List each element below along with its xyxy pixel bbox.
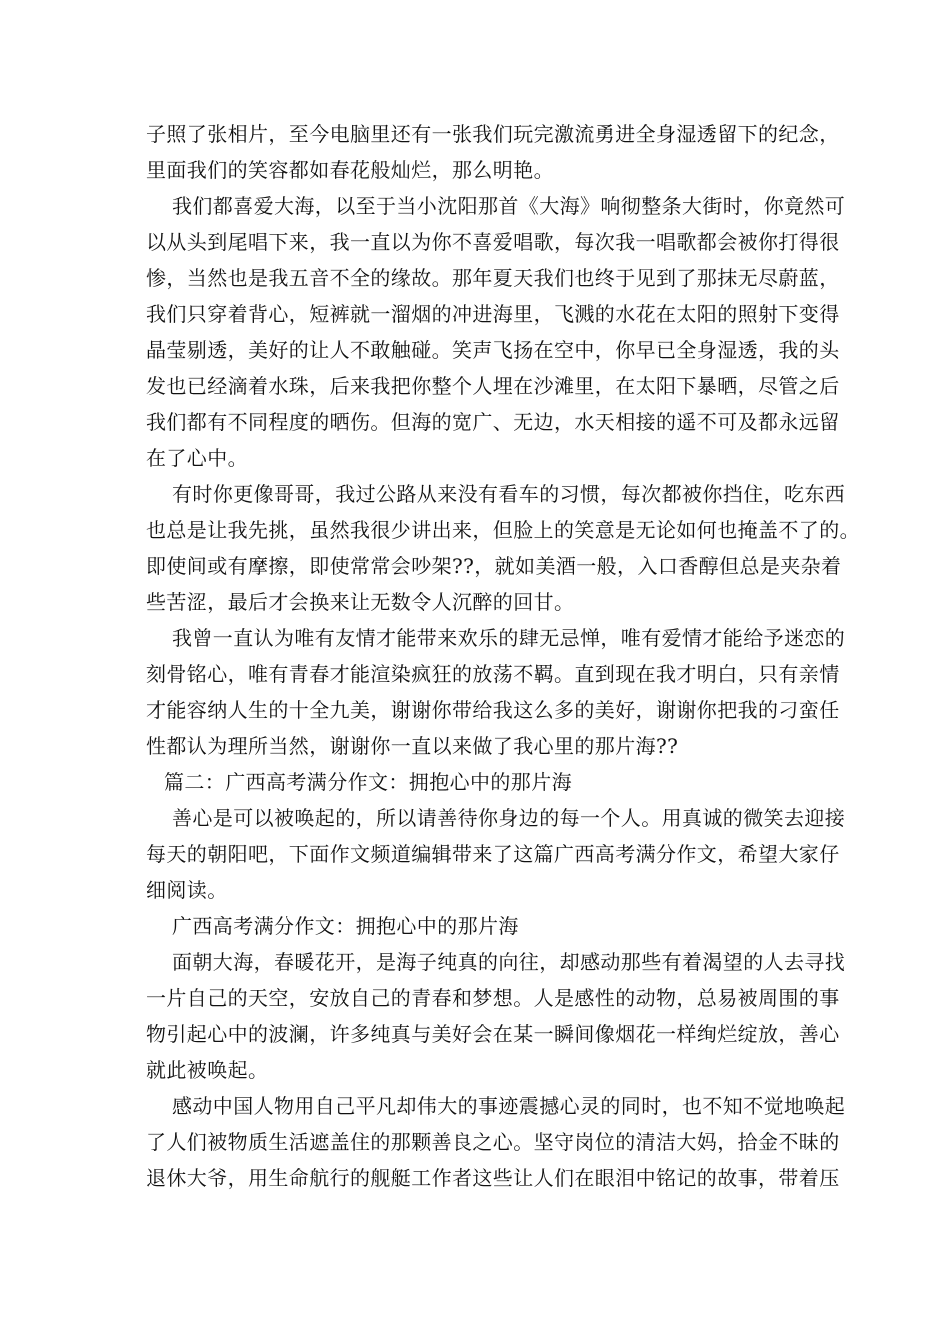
text-line: 在了心中。 [146,446,248,470]
paragraph-start-line: 面朝大海，春暖花开，是海子纯真的向往，却感动那些有着渴望的人去寻找 [172,950,846,974]
paragraph-start-line: 我曾一直认为唯有友情才能带来欢乐的肆无忌惮，唯有爱情才能给予迷恋的 [172,626,846,650]
text-line: 就此被唤起。 [146,1058,269,1082]
text-line: 即使间或有摩擦，即使常常会吵架??，就如美酒一般，入口香醇但总是夹杂着 [146,554,842,578]
text-line: 性都认为理所当然，谢谢你一直以来做了我心里的那片海?? [146,734,679,758]
text-line: 我们都有不同程度的晒伤。但海的宽广、无边，水天相接的遥不可及都永远留 [146,410,840,434]
text-line: 子照了张相片，至今电脑里还有一张我们玩完激流勇进全身湿透留下的纪念， [146,122,840,146]
text-line: 里面我们的笑容都如春花般灿烂，那么明艳。 [146,158,554,182]
text-line: 退休大爷，用生命航行的舰艇工作者这些让人们在眼泪中铭记的故事，带着压 [146,1166,840,1190]
paragraph-start-line: 有时你更像哥哥，我过公路从来没有看车的习惯，每次都被你挡住，吃东西 [172,482,846,506]
text-line: 些苦涩，最后才会换来让无数令人沉醉的回甘。 [146,590,575,614]
paragraph-start-line: 我们都喜爱大海，以至于当小沈阳那首《大海》响彻整条大街时，你竟然可 [172,194,846,218]
text-line: 晶莹剔透，美好的让人不敢触碰。笑声飞扬在空中，你早已全身湿透，我的头 [146,338,840,362]
section-heading: 篇二：广西高考满分作文：拥抱心中的那片海 [164,770,572,794]
text-line: 细阅读。 [146,878,228,902]
text-line: 了人们被物质生活遮盖住的那颗善良之心。坚守岗位的清洁大妈，拾金不昧的 [146,1130,840,1154]
text-line: 物引起心中的波澜，许多纯真与美好会在某一瞬间像烟花一样绚烂绽放，善心 [146,1022,840,1046]
text-line: 也总是让我先挑，虽然我很少讲出来，但脸上的笑意是无论如何也掩盖不了的。 [146,518,860,542]
text-line: 刻骨铭心，唯有青春才能渲染疯狂的放荡不羁。直到现在我才明白，只有亲情 [146,662,840,686]
text-line: 惨，当然也是我五音不全的缘故。那年夏天我们也终于见到了那抹无尽蔚蓝， [146,266,840,290]
text-line: 每天的朝阳吧，下面作文频道编辑带来了这篇广西高考满分作文，希望大家仔 [146,842,840,866]
text-line: 才能容纳人生的十全九美，谢谢你带给我这么多的美好，谢谢你把我的刁蛮任 [146,698,840,722]
paragraph-start-line: 感动中国人物用自己平凡却伟大的事迹震撼心灵的同时，也不知不觉地唤起 [172,1094,846,1118]
text-line: 我们只穿着背心，短裤就一溜烟的冲进海里，飞溅的水花在太阳的照射下变得 [146,302,840,326]
text-line: 以从头到尾唱下来，我一直以为你不喜爱唱歌，每次我一唱歌都会被你打得很 [146,230,840,254]
text-line: 一片自己的天空，安放自己的青春和梦想。人是感性的动物，总易被周围的事 [146,986,840,1010]
essay-title: 广西高考满分作文：拥抱心中的那片海 [172,914,519,938]
paragraph-start-line: 善心是可以被唤起的，所以请善待你身边的每一个人。用真诚的微笑去迎接 [172,806,846,830]
text-line: 发也已经滴着水珠，后来我把你整个人埋在沙滩里，在太阳下暴晒，尽管之后 [146,374,840,398]
